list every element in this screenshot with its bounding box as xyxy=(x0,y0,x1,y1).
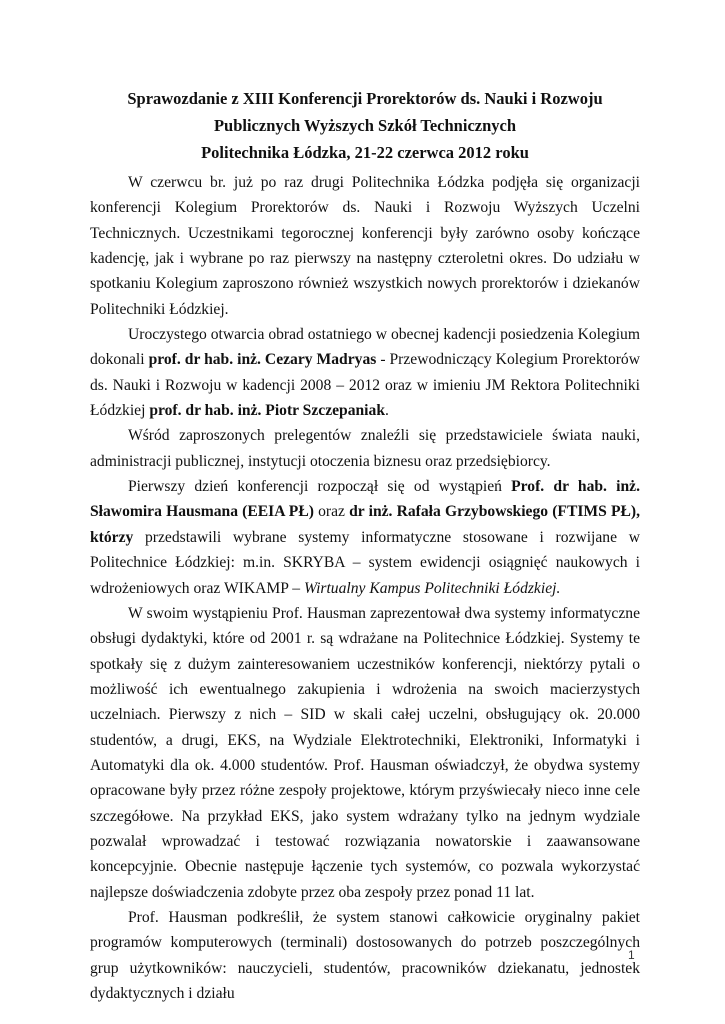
paragraph-4-text-1: Pierwszy dzień konferencji rozpoczął się od wystąpień xyxy=(128,478,512,496)
paragraph-2-bold-2: prof. dr hab. inż. Piotr Szczepaniak xyxy=(149,402,385,420)
paragraph-4-text-3: przedstawili wybrane systemy informatyczne stosowane i rozwijane w Politechnice Łódzkiej: m.in. SKRYBA – system ewidencji osiągnięć naukowych i wdrożeniowych oraz WIKAMP – xyxy=(90,528,640,597)
paragraph-4 xyxy=(90,474,640,601)
title-line-2: Publicznych Wyższych Szkół Technicznych xyxy=(213,116,517,135)
paragraph-2-text-1: Uroczystego otwarcia obrad ostatniego w obecnej kadencji posiedzenia Kolegium dokonali xyxy=(90,326,640,369)
paragraph-4-italic-1: Wirtualny Kampus Politechniki Łódzkiej. xyxy=(303,579,561,597)
paragraph-2-text-3: . xyxy=(385,402,389,420)
title-line-3: Politechnika Łódzka, 21-22 czerwca 2012 roku xyxy=(201,143,529,162)
paragraph-2-bold-1: prof. dr hab. inż. Cezary Madryas xyxy=(148,351,377,369)
paragraph-3: Wśród zaproszonych prelegentów znaleźli się przedstawiciele świata nauki, administracji publicznej, instytucji otoczenia biznesu oraz przedsiębiorcy. xyxy=(90,427,640,470)
paragraph-1: W czerwcu br. już po raz drugi Politechnika Łódzka podjęła się organizacji konferencji Kolegium Prorektorów ds. Nauki i Rozwoju Wyższych Uczelni Technicznych. Uczestnikami tegorocznej konferencji były zarówno osoby kończące kadencję, jak i wybrane po raz pierwszy na następny czteroletni okres. Do udziału w spotkaniu Kolegium zaproszono również wszystkich nowych prorektorów i dziekanów Politechniki Łódzkiej. xyxy=(90,174,640,318)
paragraph-6: Prof. Hausman podkreślił, że system stanowi całkowicie oryginalny pakiet programów komputerowych (terminali) dostosowanych do potrzeb poszczególnych grup użytkowników: nauczycieli, studentów, pracowników dziekanatu, jednostek dydaktycznych i działu xyxy=(90,908,640,1002)
paragraph-4-text-2: oraz xyxy=(313,503,350,521)
title-line-1: Sprawozdanie z XIII Konferencji Prorektorów ds. Nauki i Rozwoju xyxy=(127,89,603,108)
document-body xyxy=(90,170,640,1006)
paragraph-2-text-2: - Przewodniczący Kolegium Prorektorów ds. Nauki i Rozwoju w kadencji 2008 – 2012 oraz w imieniu JM Rektora Politechniki Łódzkiej xyxy=(90,351,640,420)
paragraph-2 xyxy=(90,322,640,423)
paragraph-4-bold-1: Prof. dr hab. inż. Sławomira Hausmana (EEIA PŁ) xyxy=(90,478,640,521)
page-number: 1 xyxy=(628,948,635,962)
paragraph-5: W swoim wystąpieniu Prof. Hausman zaprezentował dwa systemy informatyczne obsługi dydaktyki, które od 2001 r. są wdrażane na Politechnice Łódzkiej. Systemy te spotkały się z dużym zainteresowaniem uczestników konferencji, niektórzy pytali o możliwość ich ewentualnego zakupienia i wdrożenia na swoich macierzystych uczelniach. Pierwszy z nich – SID w skali całej uczelni, obsługujący ok. 20.000 studentów, a drugi, EKS, na Wydziale Elektrotechniki, Elektroniki, Informatyki i Automatyki dla ok. 4.000 studentów. Prof. Hausman oświadczył, że obydwa systemy opracowane były przez różne zespoły projektowe, którym przyświecały nieco inne cele szczegółowe. Na przykład EKS, jako system wdrażany tylko na jednym wydziale pozwalał wprowadzać i testować rozwiązania nowatorskie i zaawansowane koncepcyjnie. Obecnie następuje łączenie tych systemów, co pozwala wykorzystać najlepsze doświadczenia zdobyte przez oba zespoły przez ponad 11 lat. xyxy=(90,604,640,901)
paragraph-4-bold-2: dr inż. Rafała Grzybowskiego (FTIMS PŁ), którzy xyxy=(90,503,640,546)
document-title xyxy=(90,85,640,166)
